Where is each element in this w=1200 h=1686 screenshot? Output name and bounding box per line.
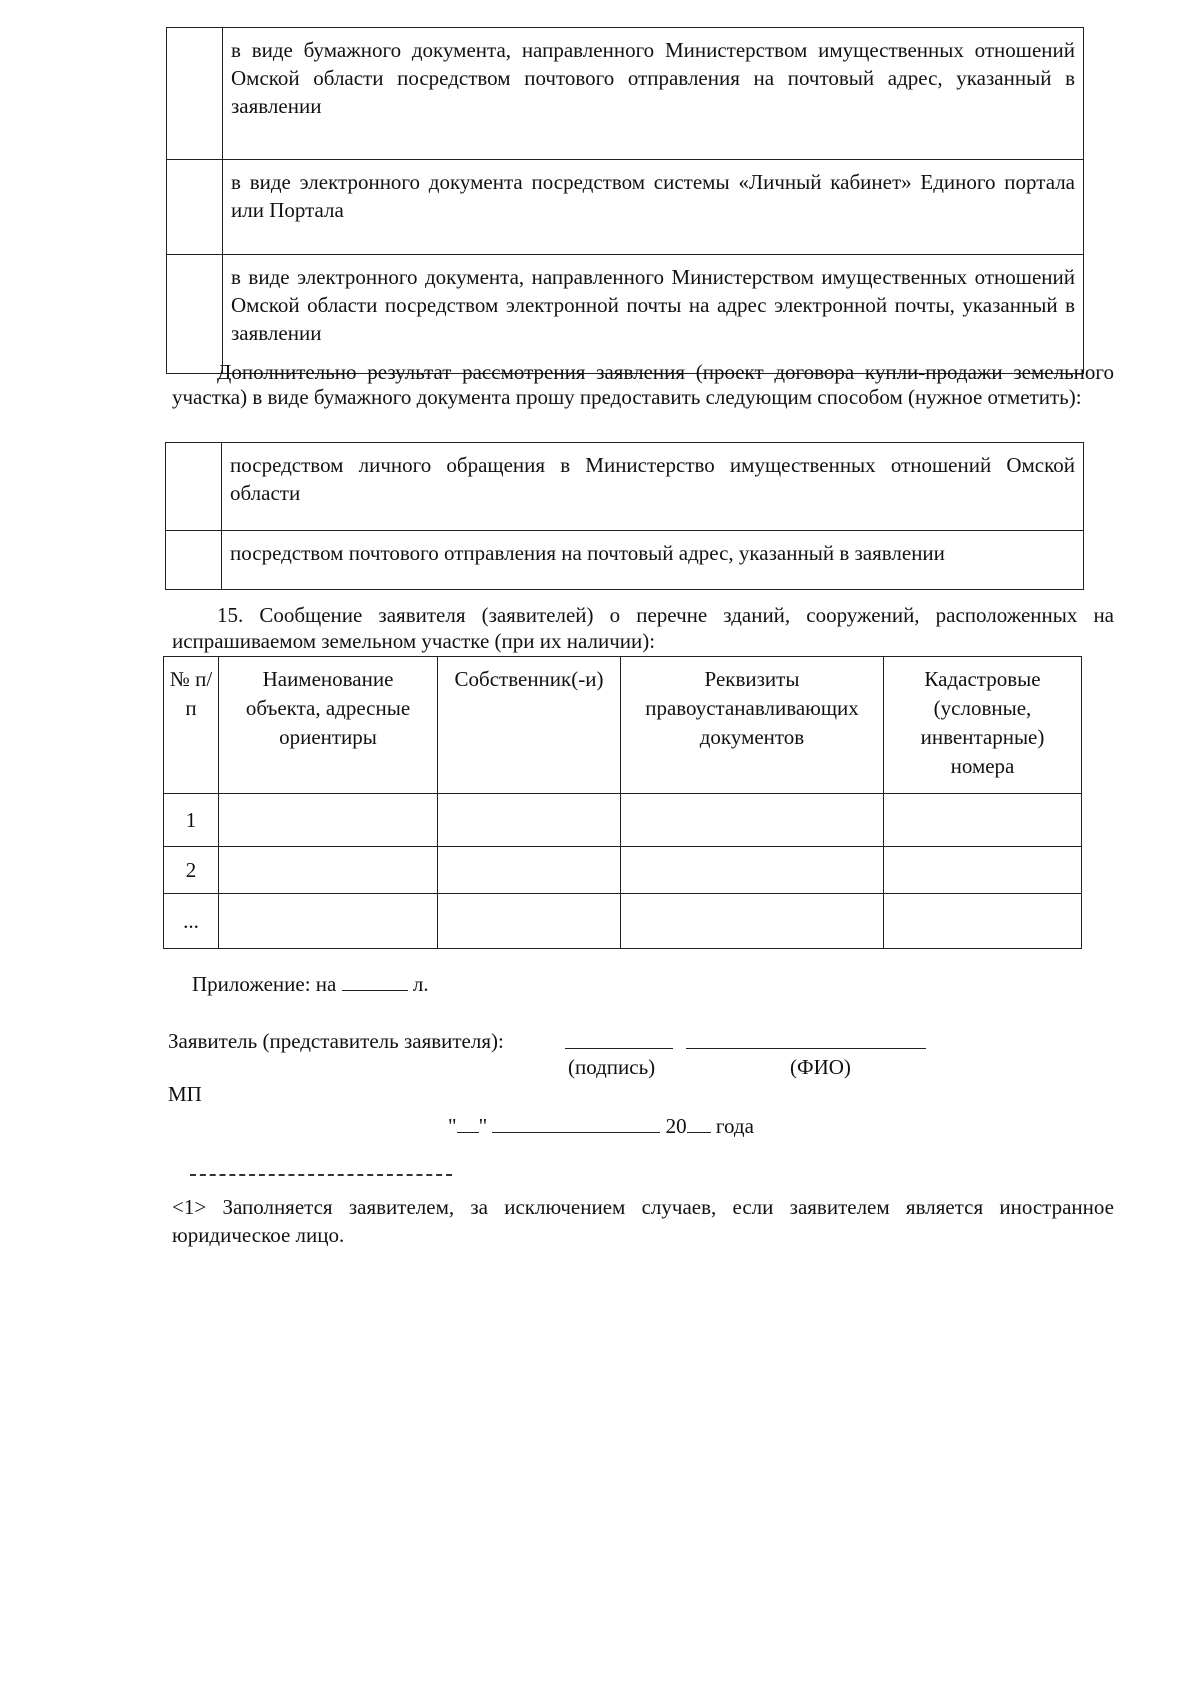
footnote-separator	[190, 1174, 452, 1176]
date-quote-open: "	[448, 1114, 457, 1138]
table-row	[164, 794, 1082, 847]
table-cell[interactable]	[438, 794, 621, 847]
table-row	[164, 847, 1082, 894]
row-number: 2	[164, 847, 219, 894]
year-suffix: года	[715, 1114, 754, 1138]
paper-option-row	[166, 531, 1084, 590]
year-blank[interactable]	[687, 1112, 711, 1133]
header-documents: Реквизиты правоустанавливающих документов	[621, 657, 884, 794]
row-number: ...	[164, 894, 219, 949]
attachment-suffix: л.	[412, 972, 429, 996]
applicant-label: Заявитель (представитель заявителя):	[168, 1029, 504, 1053]
date-line	[448, 1112, 754, 1140]
table-cell[interactable]	[219, 894, 438, 949]
option-checkbox-cell[interactable]	[167, 28, 223, 160]
name-blank[interactable]	[686, 1048, 926, 1049]
table-header-row	[164, 657, 1082, 794]
header-number: № п/п	[164, 657, 219, 794]
table-cell[interactable]	[219, 794, 438, 847]
table-cell[interactable]	[438, 894, 621, 949]
option-text: посредством личного обращения в Министерство имущественных отношений Омской области	[222, 443, 1084, 531]
delivery-option-row	[167, 255, 1084, 374]
table-cell[interactable]	[884, 894, 1082, 949]
year-prefix: 20	[665, 1114, 687, 1138]
attachment-prefix: Приложение: на	[192, 972, 337, 996]
name-caption: (ФИО)	[790, 1055, 851, 1079]
date-quote-close: "	[478, 1114, 488, 1138]
option-checkbox-cell[interactable]	[166, 531, 222, 590]
option-checkbox-cell[interactable]	[167, 160, 223, 255]
additional-result-paragraph: Дополнительно результат рассмотрения заявления (проект договора купли-продажи земельного участка) в виде бумажного документа прошу предоставить следующим способом (нужное отметить):	[172, 360, 1114, 409]
attachment-pages-blank[interactable]	[342, 970, 408, 991]
table-cell[interactable]	[621, 794, 884, 847]
section-15-paragraph: 15. Сообщение заявителя (заявителей) о перечне зданий, сооружений, расположенных на испрашиваемом земельном участке (при их наличии):	[172, 603, 1114, 653]
header-cadastral-numbers: Кадастровые (условные, инвентарные) номера	[884, 657, 1082, 794]
table-cell[interactable]	[884, 794, 1082, 847]
table-cell[interactable]	[621, 847, 884, 894]
table-cell[interactable]	[621, 894, 884, 949]
stamp-label: МП	[168, 1082, 202, 1106]
option-text: в виде бумажного документа, направленного Министерством имущественных отношений Омской области посредством почтового отправления на почтовый адрес, указанный в заявлении	[223, 28, 1084, 160]
header-object-name: Наименование объекта, адресные ориентиры	[219, 657, 438, 794]
day-blank[interactable]	[457, 1112, 479, 1133]
table-cell[interactable]	[219, 847, 438, 894]
row-number: 1	[164, 794, 219, 847]
option-text: в виде электронного документа, направленного Министерством имущественных отношений Омской области посредством электронной почты на адрес электронной почты, указанный в заявлении	[223, 255, 1084, 374]
option-checkbox-cell[interactable]	[166, 443, 222, 531]
footnote-text: <1> Заполняется заявителем, за исключением случаев, если заявителем является иностранное юридическое лицо.	[172, 1195, 1114, 1247]
delivery-option-row	[167, 28, 1084, 160]
delivery-option-row	[167, 160, 1084, 255]
signature-caption: (подпись)	[568, 1055, 656, 1079]
option-text: посредством почтового отправления на почтовый адрес, указанный в заявлении	[222, 531, 1084, 590]
table-row	[164, 894, 1082, 949]
option-text: в виде электронного документа посредством системы «Личный кабинет» Единого портала или Портала	[223, 160, 1084, 255]
attachment-line	[192, 970, 429, 998]
table-cell[interactable]	[884, 847, 1082, 894]
option-checkbox-cell[interactable]	[167, 255, 223, 374]
paper-option-row	[166, 443, 1084, 531]
table-cell[interactable]	[438, 847, 621, 894]
delivery-options-table	[166, 27, 1084, 374]
buildings-table	[163, 656, 1082, 949]
paper-options-table	[165, 442, 1084, 590]
signature-blank[interactable]	[565, 1048, 673, 1049]
month-blank[interactable]	[492, 1112, 660, 1133]
header-owner: Собственник(-и)	[438, 657, 621, 794]
